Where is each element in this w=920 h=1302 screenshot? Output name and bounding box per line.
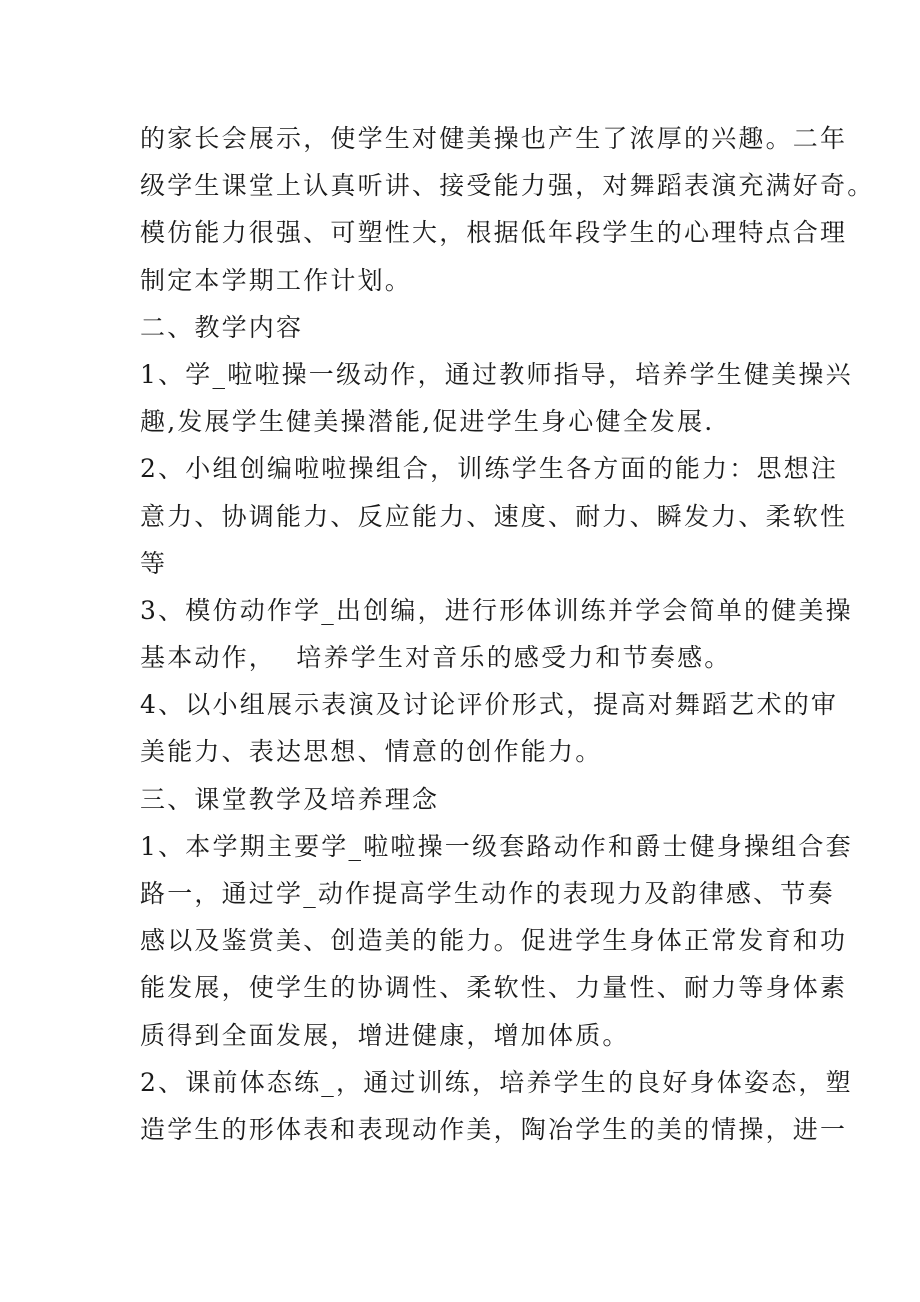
text-line-9: 意力、协调能力、反应能力、速度、耐力、瞬发力、柔软性 bbox=[140, 501, 848, 531]
text-line-20: 质得到全面发展，增进健康，增加体质。 bbox=[140, 1020, 630, 1050]
text-line-10: 等 bbox=[140, 548, 168, 578]
document-body bbox=[140, 115, 875, 1153]
section-heading-teaching-content: 二、教学内容 bbox=[140, 312, 304, 342]
text-line-2: 级学生课堂上认真听讲、接受能力强，对舞蹈表演充满好奇。 bbox=[140, 171, 875, 201]
section-heading-classroom-teaching: 三、课堂教学及培养理念 bbox=[140, 784, 440, 814]
text-line-3: 模仿能力很强、可塑性大，根据低年段学生的心理特点合理 bbox=[140, 218, 848, 248]
text-line-16: 1、本学期主要学_啦啦操一级套路动作和爵士健身操组合套 bbox=[140, 831, 853, 861]
text-line-18: 感以及鉴赏美、创造美的能力。促进学生身体正常发育和功 bbox=[140, 926, 848, 956]
text-line-12: 基本动作， 培养学生对音乐的感受力和节奏感。 bbox=[140, 643, 732, 673]
text-line-8: 2、小组创编啦啦操组合，训练学生各方面的能力：思想注 bbox=[140, 454, 839, 484]
text-line-17: 路一，通过学_动作提高学生动作的表现力及韵律感、节奏 bbox=[140, 879, 835, 908]
text-line-22: 造学生的形体表和表现动作美，陶冶学生的美的情操，进一 bbox=[140, 1114, 848, 1144]
text-line-14: 美能力、表达思想、情意的创作能力。 bbox=[140, 737, 603, 767]
text-line-7: 趣,发展学生健美操潜能,促进学生身心健全发展. bbox=[140, 407, 715, 437]
text-line-1: 的家长会展示，使学生对健美操也产生了浓厚的兴趣。二年 bbox=[140, 124, 848, 153]
text-line-6: 1、学_啦啦操一级动作，通过教师指导，培养学生健美操兴 bbox=[140, 359, 853, 389]
text-line-4: 制定本学期工作计划。 bbox=[140, 265, 413, 295]
text-line-19: 能发展，使学生的协调性、柔软性、力量性、耐力等身体素 bbox=[140, 973, 848, 1003]
text-line-11: 3、模仿动作学_出创编，进行形体训练并学会简单的健美操 bbox=[140, 595, 853, 625]
text-line-13: 4、以小组展示表演及讨论评价形式，提高对舞蹈艺术的审 bbox=[140, 690, 839, 720]
text-line-21: 2、课前体态练_，通过训练，培养学生的良好身体姿态，塑 bbox=[140, 1067, 853, 1097]
